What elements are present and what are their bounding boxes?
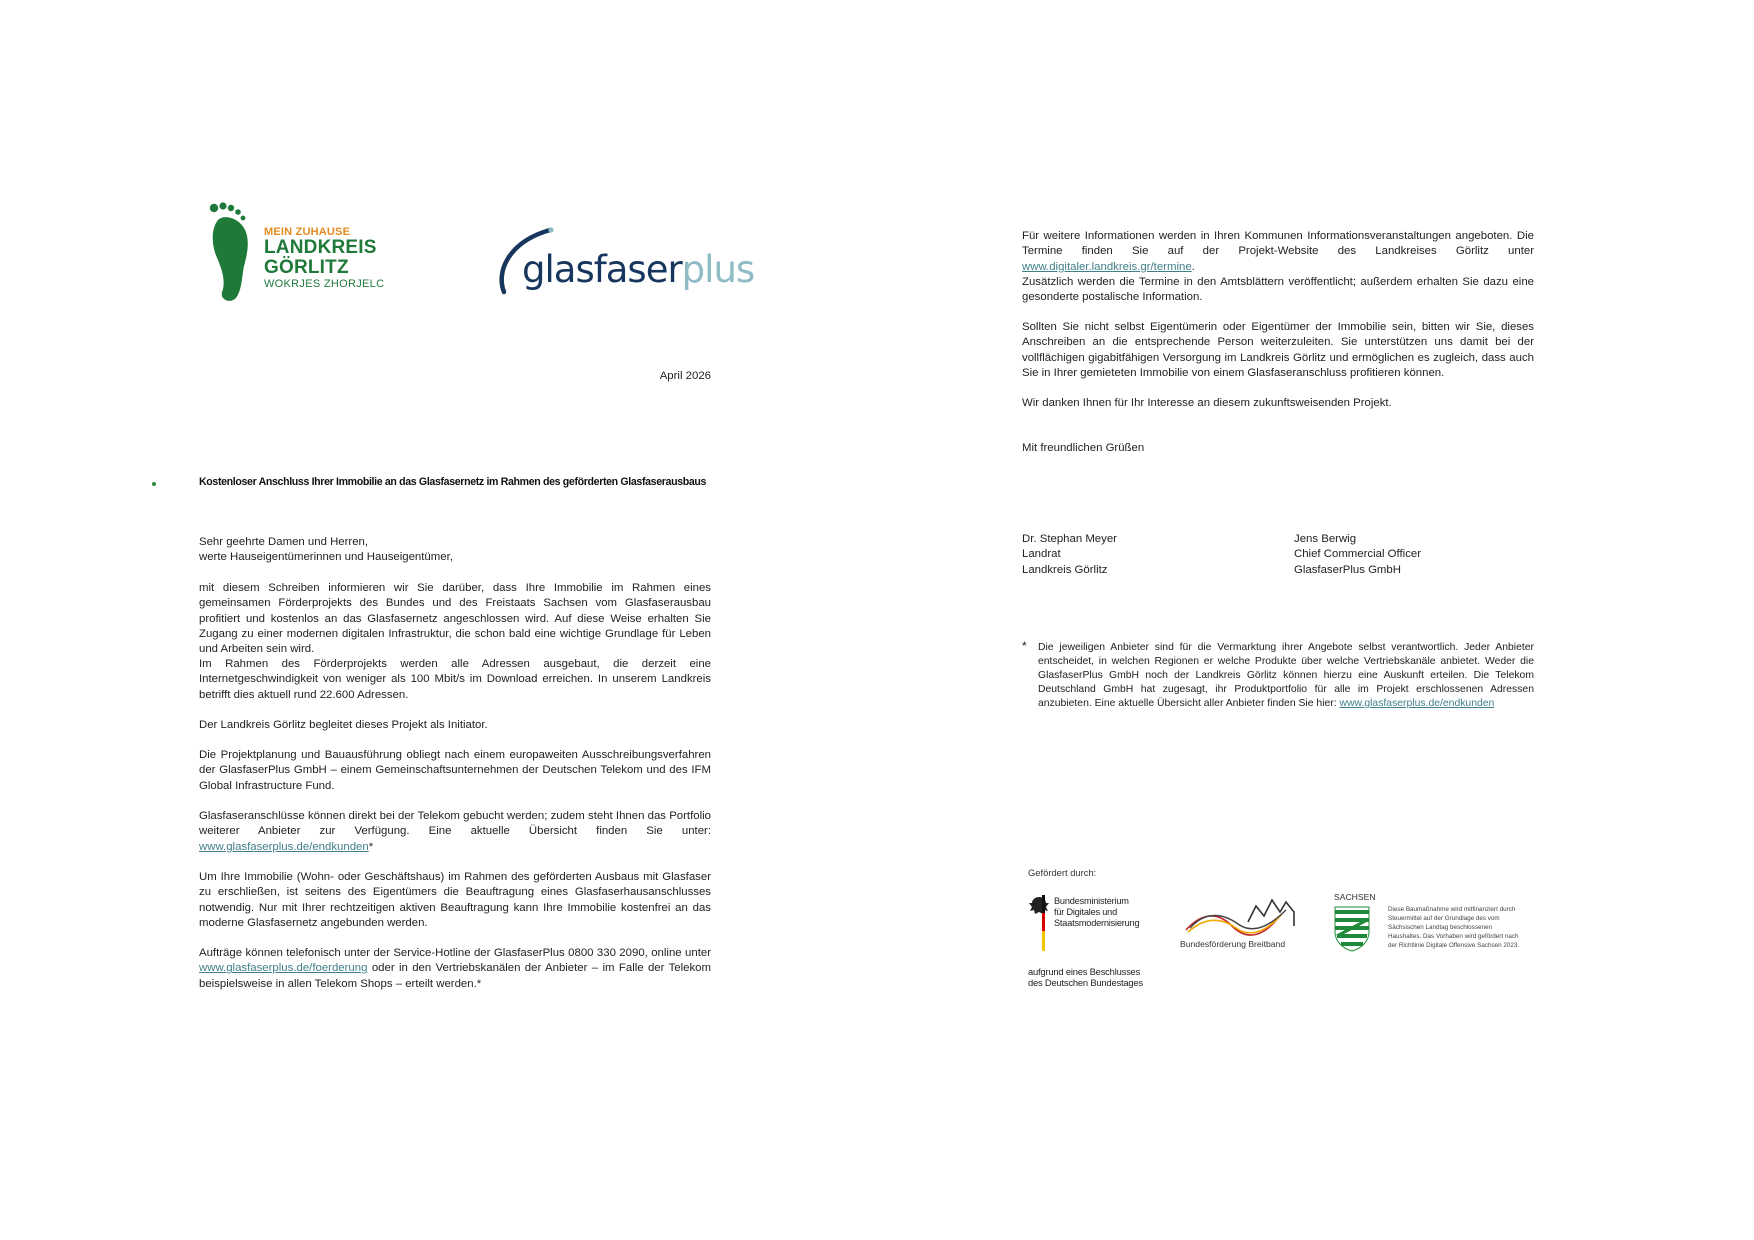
logo-sorbian: WOKRJES ZHORJELC: [264, 278, 385, 290]
footnote: [1038, 641, 1534, 711]
paragraph-project-planning: Die Projektplanung und Bauausführung obliegt nach einem europaweiten Ausschreibungsverfahren der GlasfaserPlus GmbH – einem Gemeinschaftsunternehmen der Deutschen Telekom und des IFM Global Infrastructure Fund.: [199, 749, 711, 792]
footprint-icon: [208, 200, 268, 304]
wordmark-glasfaser: glasfaser: [522, 248, 682, 291]
info-events-dot: .: [1191, 260, 1195, 273]
landkreis-goerlitz-wordmark: [264, 226, 384, 291]
footnote-asterisk: *: [1022, 639, 1027, 653]
foerderung-link[interactable]: www.glasfaserplus.de/foerderung: [199, 962, 368, 975]
paragraph-intro: mit diesem Schreiben informieren wir Sie darüber, dass Ihre Immobilie im Rahmen eines gemeinsamen Förderprojekts des Bundes und des Freistaats Sachsen vom Glasfaserausbau profitiert und kostenlos an das Glasfasernetz angeschlossen wird. Auf diese Weise erhalten Sie Zugang zu einer modernen digitalen Infrastruktur, die schon bald eine wichtige Grundlage für Leben und Arbeiten sein wird.: [199, 582, 711, 656]
booking-text: Glasfaseranschlüsse können direkt bei der Telekom gebucht werden; zudem steht Ihnen das Portfolio weiterer Anbieter zur Verfügung. Eine aktuelle Übersicht finden Sie unter:: [199, 810, 711, 838]
bmds-name: [1054, 896, 1139, 929]
paragraph-thanks: Wir danken Ihnen für Ihr Interesse an diesem zukunftsweisenden Projekt.: [1022, 397, 1392, 409]
breitband-label: Bundesförderung Breitband: [1180, 939, 1286, 949]
signatory-organization: Landkreis Görlitz: [1022, 563, 1108, 576]
signatory-name: Dr. Stephan Meyer: [1022, 533, 1117, 545]
logo-tagline: MEIN ZUHAUSE: [264, 226, 351, 238]
order-channels-text-b: oder in den Vertriebskanälen der Anbieter – im Falle der Telekom beispielsweise in allen Telekom Shops – erteilt werden.*: [199, 962, 711, 990]
bundestag-note-line-2: des Deutschen Bundestages: [1028, 977, 1143, 988]
signatory-organization: GlasfaserPlus GmbH: [1294, 563, 1401, 576]
paragraph-info-events: [1022, 229, 1534, 305]
logo-goerlitz: GÖRLITZ: [264, 257, 349, 278]
salutation-line-2: werte Hauseigentümerinnen und Hauseigentümer,: [199, 551, 453, 564]
signature-landrat: [1022, 532, 1117, 578]
paragraph-order-channels: [199, 946, 711, 992]
wordmark-plus: plus: [681, 248, 755, 291]
sachsen-label: SACHSEN: [1334, 892, 1376, 902]
paragraph-initiator: Der Landkreis Görlitz begleitet dieses Projekt als Initiator.: [199, 719, 488, 731]
paragraph-booking: [199, 809, 711, 855]
info-events-text-a: Für weitere Informationen werden in Ihren Kommunen Informationsveranstaltungen angeboten. Die Termine finden Sie auf der Projekt-Website des Landkreises Görlitz unter: [1022, 230, 1534, 258]
paragraph-funding-scope: Im Rahmen des Förderprojekts werden alle Adressen ausgebaut, die derzeit eine Internetgeschwindigkeit von weniger als 100 Mbit/s im Download erreichen. In unserem Landkreis betrifft dies aktuell rund 22.600 Adressen.: [199, 658, 711, 701]
paragraph-forward-letter: Sollten Sie nicht selbst Eigentümerin oder Eigentümer der Immobilie sein, bitten wir Sie, dieses Anschreiben an die entsprechende Person weiterzuleiten. Sie unterstützen uns damit bei der vollflächigen gigabitfähigen Versorgung im Landkreis Görlitz und ermöglichen es zugleich, dass auch Sie in Ihrer gemieteten Immobilie von einem Glasfaseranschluss profitieren können.: [1022, 321, 1534, 379]
booking-asterisk: *: [368, 840, 374, 853]
bmds-line-3: Staatsmodernisierung: [1054, 918, 1140, 928]
letter-date: April 2026: [659, 370, 711, 382]
sachsen-coat-of-arms: [1334, 906, 1370, 952]
bundestag-note: [1028, 966, 1143, 988]
bmds-line-1: Bundesministerium: [1054, 896, 1129, 906]
logo-landkreis: LANDKREIS: [264, 237, 377, 258]
margin-bullet: [152, 482, 156, 486]
sponsors-label: Gefördert durch:: [1028, 867, 1097, 878]
federal-eagle-icon: [1028, 894, 1050, 954]
sachsen-shield-icon: [1334, 906, 1370, 952]
sachsen-funding-note: Diese Baumaßnahme wird mitfinanziert durch Steuermittel auf der Grundlage des vom Sächsischen Landtag beschlossenen Haushaltes. Das Vorhaben wird gefördert nach der Richtlinie Digitale Offensive Sachsen 2023.: [1388, 906, 1520, 949]
glasfaserplus-logo: [494, 226, 755, 306]
salutation-line-1: Sehr geehrte Damen und Herren,: [199, 536, 369, 548]
letter-subject: Kostenloser Anschluss Ihrer Immobilie an das Glasfasernetz im Rahmen des geförderten Glasfaserausbaus: [199, 476, 707, 488]
salutation: [199, 535, 711, 566]
footnote-endkunden-link[interactable]: www.glasfaserplus.de/endkunden: [1339, 698, 1495, 709]
bundestag-note-line-1: aufgrund eines Beschlusses: [1028, 966, 1141, 977]
bmds-line-2: für Digitales und: [1054, 907, 1117, 917]
order-channels-text-a: Aufträge können telefonisch unter der Service-Hotline der GlasfaserPlus 0800 330 2090, online unter: [199, 947, 711, 959]
signature-cco: [1294, 532, 1421, 578]
termine-link[interactable]: www.digitaler.landkreis.gr/termine: [1022, 260, 1192, 273]
signatory-role: Landrat: [1022, 548, 1061, 561]
signatory-name: Jens Berwig: [1294, 533, 1357, 545]
letter-closing: Mit freundlichen Grüßen: [1022, 442, 1145, 454]
signatory-role: Chief Commercial Officer: [1294, 548, 1422, 561]
footnote-text: Die jeweiligen Anbieter sind für die Vermarktung ihrer Angebote selbst verantwortlich. Jeder Anbieter entscheidet, in welchen Regionen er welche Produkte über welche Vertriebskanäle anbietet. Weder die GlasfaserPlus GmbH noch der Landkreis Görlitz können hierzu eine Auskunft erteilen. Die Telekom Deutschland GmbH hat zugesagt, ihr Produktportfolio für alle im Projekt erschlossenen Adressen anzubieten. Eine aktuelle Übersicht aller Anbieter finden Sie hier:: [1038, 642, 1534, 709]
glasfaserplus-wordmark: [522, 248, 754, 291]
info-events-text-b: Zusätzlich werden die Termine in den Amtsblättern veröffentlicht; außerdem erhalten Sie dazu eine gesonderte postalische Information.: [1022, 275, 1534, 304]
endkunden-link[interactable]: www.glasfaserplus.de/endkunden: [199, 840, 369, 853]
bmds-logo: [1028, 894, 1168, 956]
paragraph-owner-order: Um Ihre Immobilie (Wohn- oder Geschäftshaus) im Rahmen des geförderten Ausbaus mit Glasfaser zu erschließen, ist seitens des Eigentümers die Beauftragung eines Glasfaserhausanschlusses notwendig. Nur mit Ihrer rechtzeitigen aktiven Beauftragung kann Ihre Immobilie kostenfrei an das moderne Glasfasernetz angebunden werden.: [199, 871, 711, 929]
breitband-waves-icon: [1182, 892, 1306, 938]
